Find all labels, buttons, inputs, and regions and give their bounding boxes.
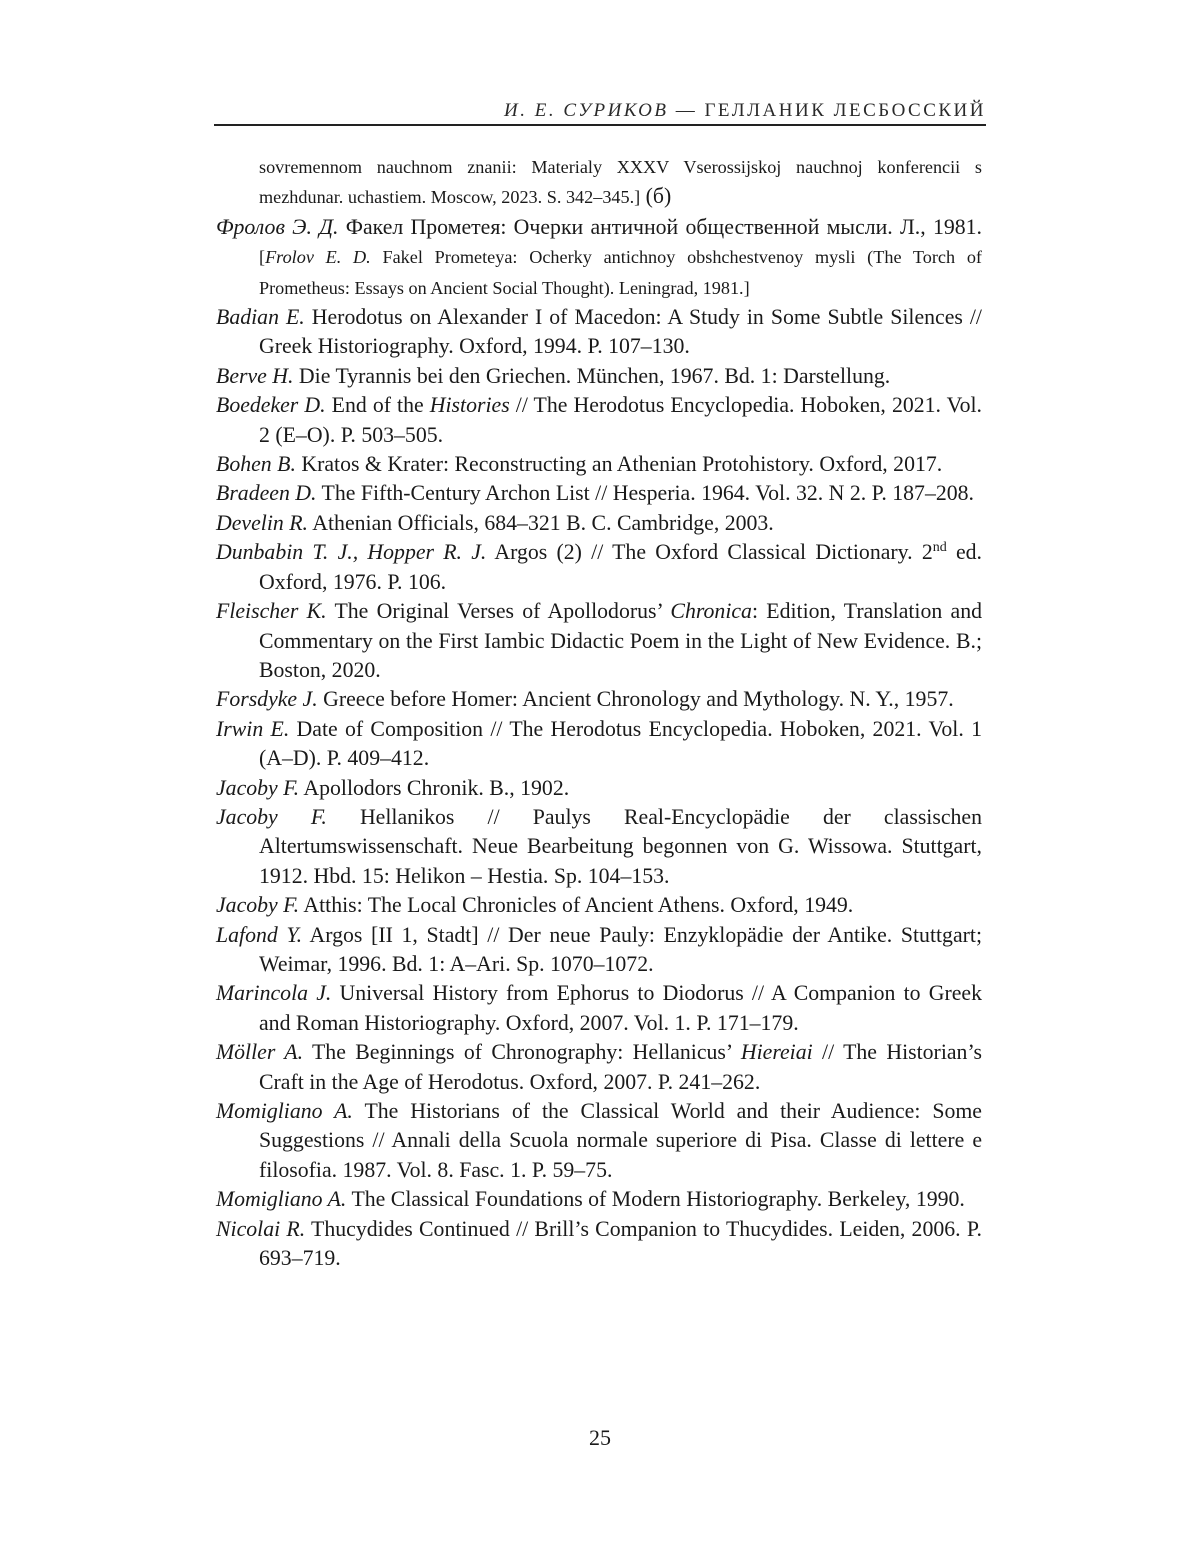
entry-text: Die Tyrannis bei den Griechen. München, 1967. Bd. 1: Darstellung. bbox=[293, 364, 890, 388]
entry-italic-title: Histories bbox=[430, 393, 510, 417]
continuation-text: sovremennom nauchnom znanii: Materialy XXXV Vserossijskoj nauchnoj konferencii s mezhdunar. uchastiem. Moscow, 2023. S. 342–345.] bbox=[259, 157, 982, 207]
bibliography-entry bbox=[216, 538, 982, 597]
entry-text-continued: // The Herodotus Encyclopedia. Hoboken, 2021. Vol. 2 (E–O). P. 503–505. bbox=[259, 393, 982, 446]
entry-text: Thucydides Continued // Brill’s Companion to Thucydides. Leiden, 2006. P. 693–719. bbox=[259, 1217, 982, 1270]
entry-text: Herodotus on Alexander I of Macedon: A Study in Some Subtle Silences // Greek Historiography. Oxford, 1994. P. 107–130. bbox=[259, 305, 982, 358]
entry-author: Dunbabin T. J., Hopper R. J. bbox=[216, 540, 486, 564]
entry-text: Argos [II 1, Stadt] // Der neue Pauly: Enzyklopädie der Antike. Stuttgart; Weimar, 1996. Bd. 1: A–Ari. Sp. 1070–1072. bbox=[259, 923, 982, 976]
entry-author: Badian E. bbox=[216, 305, 305, 329]
bibliography-entry bbox=[216, 479, 982, 508]
header-rule bbox=[214, 124, 986, 126]
bibliography-entry bbox=[216, 1038, 982, 1097]
entry-italic-title: Hiereiai bbox=[741, 1040, 813, 1064]
entry-text-continued: ed. Oxford, 1976. P. 106. bbox=[259, 540, 982, 593]
bibliography-entry bbox=[216, 803, 982, 891]
running-head-separator: — bbox=[668, 100, 704, 121]
translation-open-bracket: [ bbox=[259, 247, 265, 267]
entry-text: The Historians of the Classical World and their Audience: Some Suggestions // Annali della Scuola normale superiore di Pisa. Classe di lettere e filosofia. 1987. Vol. 8. Fasc. 1. P. 59–75. bbox=[259, 1099, 982, 1182]
entry-text-continued: // The Historian’s Craft in the Age of Herodotus. Oxford, 2007. P. 241–262. bbox=[259, 1040, 982, 1093]
entry-text: Apollodors Chronik. B., 1902. bbox=[299, 776, 569, 800]
bibliography-entry bbox=[216, 979, 982, 1038]
bibliography-entry bbox=[216, 685, 982, 714]
entry-author: Momigliano A. bbox=[216, 1099, 353, 1123]
bibliography-continuation bbox=[216, 152, 982, 213]
entry-italic-title: Chronica bbox=[670, 599, 752, 623]
bibliography-entry bbox=[216, 362, 982, 391]
entry-text: The Original Verses of Apollodorus’ bbox=[327, 599, 671, 623]
bibliography-entry bbox=[216, 213, 982, 303]
running-head-title: ГЕЛЛАНИК ЛЕСБОССКИЙ bbox=[704, 100, 986, 121]
entry-author: Bohen B. bbox=[216, 452, 296, 476]
entry-text: Date of Composition // The Herodotus Encyclopedia. Hoboken, 2021. Vol. 1 (A–D). P. 409–412. bbox=[259, 717, 982, 770]
bibliography-entry bbox=[216, 597, 982, 685]
entry-author: Develin R. bbox=[216, 511, 308, 535]
bibliography-entry bbox=[216, 391, 982, 450]
bibliography-entry bbox=[216, 1097, 982, 1185]
continuation-suffix: (б) bbox=[640, 184, 671, 208]
bibliography-entry bbox=[216, 715, 982, 774]
entry-text: Atthis: The Local Chronicles of Ancient Athens. Oxford, 1949. bbox=[299, 893, 853, 917]
entry-author: Bradeen D. bbox=[216, 481, 316, 505]
entry-text: Universal History from Ephorus to Diodorus // A Companion to Greek and Roman Historiography. Oxford, 2007. Vol. 1. P. 171–179. bbox=[259, 981, 982, 1034]
entry-author: Nicolai R. bbox=[216, 1217, 305, 1241]
entry-author: Irwin E. bbox=[216, 717, 289, 741]
bibliography-entry bbox=[216, 450, 982, 479]
entry-text: Kratos & Krater: Reconstructing an Athenian Protohistory. Oxford, 2017. bbox=[296, 452, 942, 476]
bibliography-entry bbox=[216, 774, 982, 803]
entry-author: Forsdyke J. bbox=[216, 687, 318, 711]
translation-text: Fakel Prometeya: Ocherky antichnoy obshchestvenoy mysli (The Torch of Prometheus: Essays on Ancient Social Thought). Leningrad, 1981.] bbox=[259, 247, 982, 297]
bibliography-entry bbox=[216, 303, 982, 362]
entry-text: The Classical Foundations of Modern Historiography. Berkeley, 1990. bbox=[346, 1187, 965, 1211]
entry-author: Berve H. bbox=[216, 364, 293, 388]
entry-author: Marincola J. bbox=[216, 981, 331, 1005]
entry-translation bbox=[259, 247, 982, 297]
entry-text: Hellanikos // Paulys Real-Encyclopädie der classischen Altertumswissenschaft. Neue Bearbeitung begonnen von G. Wissowa. Stuttgart, 1912. Hbd. 15: Helikon – Hestia. Sp. 104–153. bbox=[259, 805, 982, 888]
entry-author: Momigliano A. bbox=[216, 1187, 346, 1211]
bibliography-entry bbox=[216, 1185, 982, 1214]
entry-text: End of the bbox=[326, 393, 430, 417]
entry-text: Argos (2) // The Oxford Classical Dictionary. 2 bbox=[486, 540, 932, 564]
entry-text: Greece before Homer: Ancient Chronology and Mythology. N. Y., 1957. bbox=[318, 687, 954, 711]
entry-text: The Beginnings of Chronography: Hellanicus’ bbox=[303, 1040, 741, 1064]
bibliography-list bbox=[216, 152, 982, 1273]
entry-text-continued: : Edition, Translation and Commentary on the First Iambic Didactic Poem in the Light of New Evidence. B.; Boston, 2020. bbox=[259, 599, 982, 682]
bibliography-entry bbox=[216, 891, 982, 920]
entry-author: Jacoby F. bbox=[216, 893, 299, 917]
entry-text: Факел Прометея: Очерки античной общественной мысли. Л., 1981. bbox=[339, 215, 983, 239]
page-number: 25 bbox=[0, 1424, 1200, 1452]
entry-text: Athenian Officials, 684–321 B. C. Cambridge, 2003. bbox=[308, 511, 774, 535]
entry-author: Lafond Y. bbox=[216, 923, 302, 947]
entry-author: Boedeker D. bbox=[216, 393, 326, 417]
entry-author: Jacoby F. bbox=[216, 805, 327, 829]
running-head bbox=[214, 98, 986, 124]
translation-author: Frolov E. D. bbox=[265, 247, 371, 267]
bibliography-entry bbox=[216, 921, 982, 980]
entry-author: Jacoby F. bbox=[216, 776, 299, 800]
entry-author: Фролов Э. Д. bbox=[216, 215, 339, 239]
entry-text: The Fifth-Century Archon List // Hesperia. 1964. Vol. 32. N 2. P. 187–208. bbox=[316, 481, 974, 505]
entry-author: Möller A. bbox=[216, 1040, 303, 1064]
bibliography-entry bbox=[216, 509, 982, 538]
entry-superscript: nd bbox=[933, 540, 947, 555]
bibliography-entry bbox=[216, 1215, 982, 1274]
running-head-author: И. Е. СУРИКОВ bbox=[504, 100, 668, 121]
entry-author: Fleischer K. bbox=[216, 599, 327, 623]
